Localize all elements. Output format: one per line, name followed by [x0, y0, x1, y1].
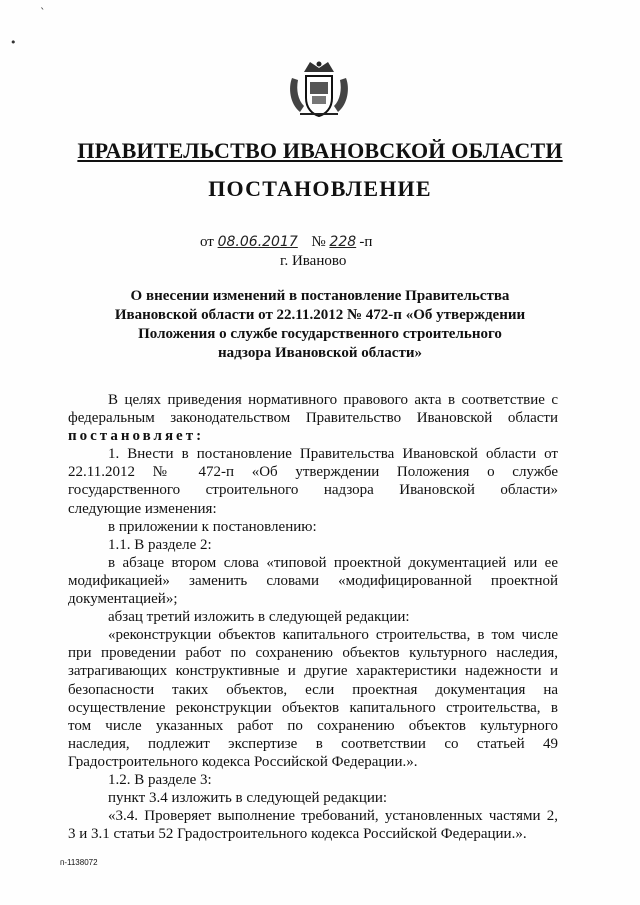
body-line: «3.4. Проверяет выполнение требований, установленных частями 2, — [108, 808, 558, 825]
body-line: документацией»; — [68, 591, 178, 608]
body-line: абзац третий изложить в следующей редакции: — [108, 609, 410, 626]
government-title: ПРАВИТЕЛЬСТВО ИВАНОВСКОЙ ОБЛАСТИ — [77, 138, 563, 163]
body-line: в абзаце втором слова «типовой проектной документацией или ее — [108, 554, 558, 571]
city: г. Иваново — [280, 253, 347, 269]
body-line: 1.1. В разделе 2: — [108, 536, 212, 553]
resolves-word: постановляет: — [68, 428, 205, 445]
body-line: наследия, подлежит экспертизе в соответствии со статьей 49 — [68, 735, 558, 752]
body-line: следующие изменения: — [68, 500, 217, 517]
body-line: 1.2. В разделе 3: — [108, 771, 212, 788]
date-number-line — [200, 234, 372, 251]
number-sign: № — [311, 234, 326, 250]
body-line: Градостроительного кодекса Российской Федерации.». — [68, 753, 418, 770]
document-body — [68, 391, 558, 843]
body-line: модификацией» заменить словами «модифицированной проектной — [68, 572, 558, 589]
heading-line: надзора Ивановской области» — [218, 345, 422, 361]
footer-code: п-1138072 — [60, 858, 98, 867]
body-line: пункт 3.4 изложить в следующей редакции: — [108, 790, 388, 807]
body-line: «реконструкции объектов капитального строительства, в том числе — [108, 627, 558, 644]
body-line: в приложении к постановлению: — [108, 518, 317, 535]
body-line: В целях приведения нормативного правового акта в соответствие с — [108, 392, 558, 408]
scan-mark-icon: ˋ — [40, 6, 46, 19]
document-type: ПОСТАНОВЛЕНИЕ — [208, 176, 432, 201]
date-prefix: от — [200, 234, 214, 250]
body-line: государственного строительного надзора Ивановской области» — [68, 482, 558, 499]
heading-line: О внесении изменений в постановление Правительства — [130, 288, 510, 304]
document-date: 08.06.2017 — [217, 234, 298, 250]
heading-line: Ивановской области от 22.11.2012 № 472-п «Об утверждении — [114, 307, 526, 323]
number-suffix: -п — [359, 234, 373, 250]
document-number: 228 — [329, 234, 357, 250]
body-line: том числе указанных работ по сохранению объектов культурного — [68, 717, 558, 734]
body-line: безопасности таких объектов, если проектная документация на — [68, 681, 558, 698]
body-line: 22.11.2012 № 472-п «Об утверждении Положения о службе — [68, 464, 558, 481]
body-line: при проведении работ по сохранению объектов культурного наследия, — [68, 645, 558, 662]
body-line: затрагивающих конструктивные и другие характеристики надежности и — [68, 663, 558, 680]
body-line: 1. Внести в постановление Правительства Ивановской области от — [108, 446, 558, 463]
body-line: 3 и 3.1 статьи 52 Градостроительного кодекса Российской Федерации.». — [68, 826, 527, 843]
scan-mark-icon: • — [10, 36, 17, 49]
body-line: федеральным законодательством Правительство Ивановской области — [68, 410, 558, 427]
coat-of-arms-icon — [286, 58, 352, 120]
document-heading — [90, 287, 550, 363]
heading-line: Положения о службе государственного строительного — [138, 326, 502, 342]
body-line: осуществление реконструкции объектов капитального строительства, в — [68, 699, 558, 716]
